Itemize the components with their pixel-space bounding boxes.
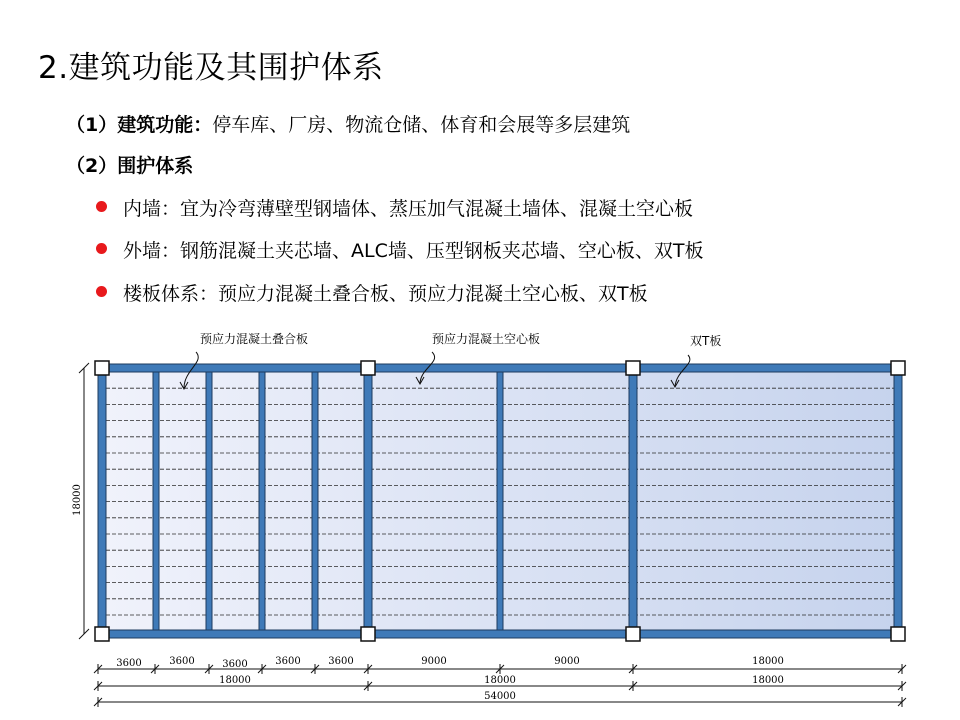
column-square — [626, 627, 640, 641]
column-square — [95, 361, 109, 375]
secondary-beam — [259, 372, 265, 630]
dim-label: 18000 — [752, 656, 784, 667]
secondary-beam — [153, 372, 159, 630]
column-square — [95, 627, 109, 641]
dim-label: 9000 — [554, 656, 580, 667]
column-line — [629, 368, 637, 634]
dim-label: 3600 — [116, 658, 142, 669]
column-line — [364, 368, 372, 634]
page-title: 2.建筑功能及其围护体系 — [38, 50, 384, 86]
column-square — [891, 361, 905, 375]
panel-label-double-t: 双T板 — [690, 334, 722, 348]
dim-label-total: 54000 — [484, 691, 516, 702]
panel-label-composite: 预应力混凝土叠合板 — [200, 332, 309, 346]
dim-label: 3600 — [275, 656, 301, 667]
dim-label: 18000 — [219, 675, 251, 686]
column-line — [98, 368, 106, 634]
bullet-outer-wall: 外墙：钢筋混凝土夹芯墙、ALC墙、压型钢板夹芯墙、空心板、双T板 — [123, 240, 704, 262]
panel-label-hollow-core: 预应力混凝土空心板 — [432, 332, 541, 346]
secondary-beam — [497, 372, 503, 630]
item-text: 停车库、厂房、物流仓储、体育和会展等多层建筑 — [212, 114, 631, 136]
column-square — [361, 627, 375, 641]
column-square — [361, 361, 375, 375]
height-dim-label: 18000 — [72, 484, 83, 516]
item-prefix: （2） — [66, 155, 118, 177]
column-line — [894, 368, 902, 634]
bullet-floor-system: 楼板体系：预应力混凝土叠合板、预应力混凝土空心板、双T板 — [123, 283, 648, 305]
bottom-beam — [102, 630, 898, 638]
dim-label: 18000 — [484, 675, 516, 686]
dimension-labels — [116, 656, 784, 702]
bullet-inner-wall: 内墙：宜为冷弯薄壁型钢墙体、蒸压加气混凝土墙体、混凝土空心板 — [123, 198, 694, 220]
dim-label: 3600 — [328, 656, 354, 667]
dim-label: 9000 — [421, 656, 447, 667]
top-beam — [102, 364, 898, 372]
item-label: 建筑功能： — [117, 114, 213, 136]
item-label: 围护体系 — [117, 155, 194, 177]
item-prefix: （1） — [66, 114, 118, 136]
dim-label: 18000 — [752, 675, 784, 686]
dim-label: 3600 — [169, 656, 195, 667]
column-square — [626, 361, 640, 375]
secondary-beam — [312, 372, 318, 630]
dim-label: 3600 — [222, 659, 248, 670]
secondary-beam — [206, 372, 212, 630]
column-square — [891, 627, 905, 641]
